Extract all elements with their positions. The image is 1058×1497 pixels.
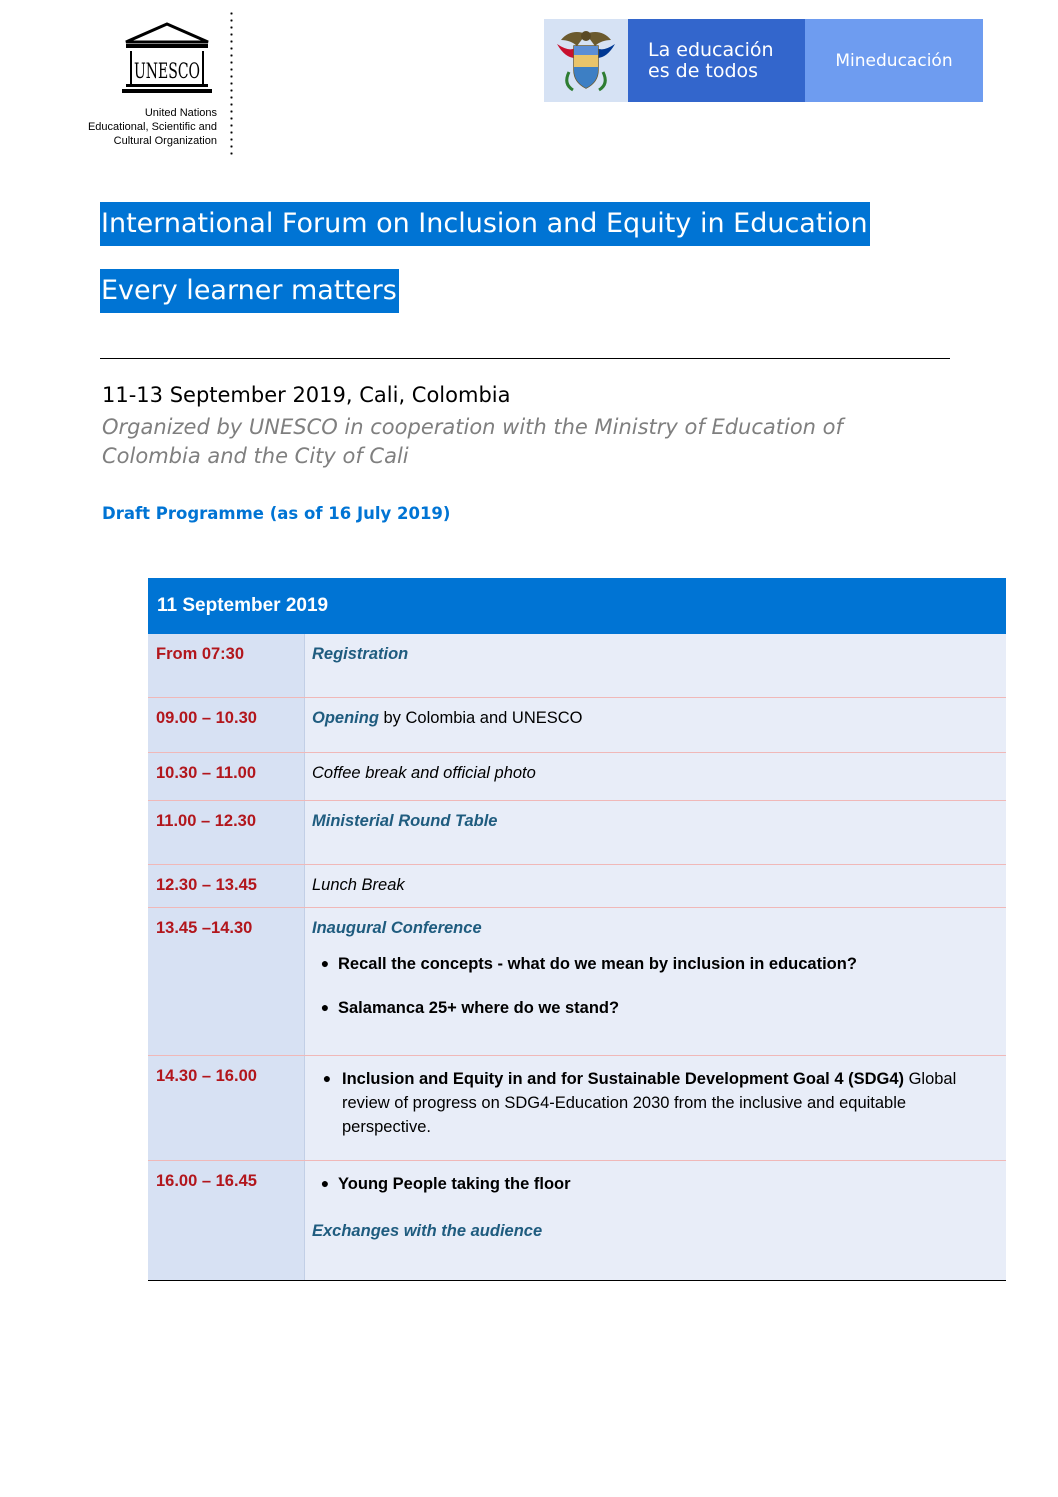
ministry-name: Mineducación [805,19,983,102]
programme-day-header: 11 September 2019 [148,578,1006,634]
session-time: 10.30 – 11.00 [148,753,305,800]
bullet-icon: ● [322,1070,332,1086]
table-row [148,865,1006,908]
session-title: Inaugural Conference [312,919,482,937]
header-divider [100,358,950,359]
session-title: Opening [312,709,379,727]
bullet-icon: ● [320,1175,330,1191]
unesco-logo [78,10,248,160]
organizer-statement: Organized by UNESCO in cooperation with the Ministry of Education of Colombia and the City of Cali [102,415,843,468]
unesco-logo-text: UNESCO [134,59,200,83]
list-item: ● Young People taking the floor [312,1172,998,1196]
bullet-icon: ● [320,999,330,1015]
session-time: 12.30 – 13.45 [148,865,305,907]
session-content [305,698,1006,752]
session-content [305,753,1006,800]
table-row [148,801,1006,865]
list-item: ● Inclusion and Equity in and for Sustainable Development Goal 4 (SDG4) Global review of progress on SDG4-Education 2030 from the inclusive and equitable perspective. [312,1067,998,1139]
unesco-caption: United Nations Educational, Scientific and Cultural Organization [87,107,217,147]
table-row [148,908,1006,1056]
table-row [148,698,1006,753]
dotted-divider [230,10,233,158]
session-content [305,1056,1006,1160]
session-time: 09.00 – 10.30 [148,698,305,752]
table-row [148,1056,1006,1161]
session-title: Exchanges with the audience [312,1222,543,1240]
government-banner [544,19,983,102]
session-time: 14.30 – 16.00 [148,1056,305,1160]
draft-programme-label: Draft Programme (as of 16 July 2019) [102,504,451,523]
session-content [305,634,1006,697]
bullet-icon: ● [320,955,330,971]
session-title: Registration [312,645,409,663]
government-slogan: La educación es de todos [628,19,805,102]
session-content [305,1161,1006,1280]
session-description: by Colombia and UNESCO [378,709,583,727]
session-content [305,908,1006,1055]
session-time: 11.00 – 12.30 [148,801,305,864]
session-time: 16.00 – 16.45 [148,1161,305,1280]
colombia-coat-of-arms [544,19,628,102]
coat-of-arms-icon [555,28,617,94]
session-content [305,801,1006,864]
session-title: Ministerial Round Table [312,812,498,830]
session-content [305,865,1006,907]
unesco-temple-icon [122,22,212,94]
forum-title: International Forum on Inclusion and Equity in Education [100,202,870,246]
table-row [148,634,1006,698]
list-item: ● Salamanca 25+ where do we stand? [312,996,998,1020]
session-description: Lunch Break [312,876,405,894]
forum-subtitle: Every learner matters [100,269,399,313]
table-row [148,1161,1006,1281]
event-date-location: 11-13 September 2019, Cali, Colombia [102,383,511,407]
session-time: From 07:30 [148,634,305,697]
session-description: Coffee break and official photo [312,764,536,782]
table-row [148,753,1006,801]
list-item: ● Recall the concepts - what do we mean by inclusion in education? [312,952,998,976]
programme-table [148,578,1006,1281]
session-time: 13.45 –14.30 [148,908,305,1055]
